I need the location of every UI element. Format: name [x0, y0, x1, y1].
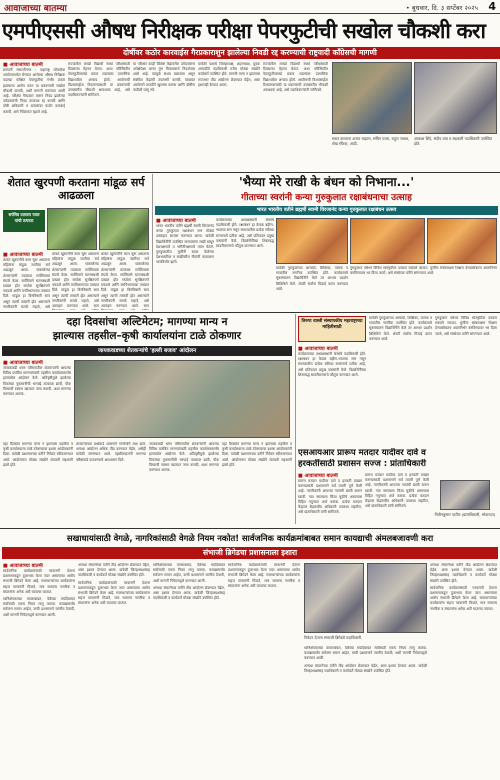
right-column-3 — [435, 316, 497, 446]
lead-headline: एमपीएससी औषध निरीक्षक परीक्षा पेपरफुटीची सखोल चौकशी करा — [2, 19, 486, 43]
bottom-story-text-3: अन्यथा संघटनेच्या वतीने तीव्र आंदोलन छेडण्यात येईल, असा इशारा देण्यात आला. यावेळी जिल्हाध्यक्षांसह पदाधिकारी व कार्यकर्ते मोठ्या संख्येने उपस्थित होते. — [78, 563, 150, 578]
bottom-story-column-2 — [78, 563, 150, 777]
snake-story-headline-text: शेतात खुरपणी करताना मांडूळ सर्प आढळला — [7, 176, 145, 202]
lead-column-5 — [263, 62, 328, 170]
voter-list-column-1 — [298, 473, 362, 525]
ultimatum-column-3 — [76, 442, 146, 522]
bottom-story-headline: सखाधायांसाठी वेगळे, नागरिकांसाठी वेगळे नियम नकोत! सार्वजनिक कार्यक्रमांबाबत समान कायद्याची अंमलबजावणी करा — [66, 533, 434, 543]
bottom-story-text-10: अन्यथा संघटनेच्या वतीने तीव्र आंदोलन छेडण्यात येईल, असा इशारा देण्यात आला. यावेळी जिल्हाध्यक्षांसह पदाधिकारी व कार्यकर्ते मोठ्या संख्येने उपस्थित होते. — [430, 563, 497, 583]
rakhi-story-headline: 'भैय्या मेरे राखी के बंधन को निभाना...' — [238, 175, 415, 189]
snake-story-photo-1 — [47, 208, 97, 250]
divider — [0, 312, 500, 313]
lead-byline: ■ आवाजाच्या बातमी — [3, 62, 43, 68]
masthead — [0, 0, 500, 14]
page-number: 4 — [488, 0, 496, 13]
bottom-story-column-3 — [153, 563, 225, 777]
bottom-story-column-6 — [430, 563, 497, 777]
divider — [152, 174, 153, 312]
lead-column-3 — [133, 62, 195, 170]
ultimatum-text-1: जायकवाडी धरण परिसरातील शेतकऱ्यांनी आपल्या विविध प्रलंबित मागण्यांसाठी तहसील कार्यालयासमोर हल्लाबोल आंदोलन केले. अतिवृष्टीमुळे झालेल्या पिकांच्या नुकसानीची भरपाई तात्काळ द्यावी, पीक विम्याची रक्कम खात्यात जमा करावी, अशा मागण्या करण्यात आल्या. — [3, 366, 71, 397]
ultimatum-text-3: शेतकऱ्यांच्या प्रश्नांकडे शासनाने गांभीर्याने लक्ष द्यावे, अन्यथा आंदोलन अधिक तीव्र करण्यात येईल, असेही यावेळी सांगण्यात आले. तहसीलदारांनी मागण्या वरिष्ठांकडे पाठवण्याचे आश्वासन दिले. — [76, 442, 146, 462]
rakhi-story-photo-3 — [427, 218, 497, 264]
ultimatum-headline-line-2: झाल्यास तहसील–कृषी कार्यालयांना टाळे ठोकणार — [52, 330, 242, 342]
bottom-story-text-7: सार्वजनिक कार्यक्रमांसाठी परवानगी देताना प्रशासनाकडून दुजाभाव केला जात असल्याचा आरोप संभाजी ब्रिगेडने केला आहे. सत्ताधाऱ्यांच्या कार्यक्रमांना सहज परवानगी मिळते, मात्र सामान्य नागरिक व संघटनांना अनेक अटी घातल्या जातात. — [228, 563, 300, 588]
bottom-story-text-1: सार्वजनिक कार्यक्रमांसाठी परवानगी देताना प्रशासनाकडून दुजाभाव केला जात असल्याचा आरोप संभाजी ब्रिगेडने केला आहे. सत्ताधाऱ्यांच्या कार्यक्रमांना सहज परवानगी मिळते, मात्र सामान्य नागरिक व संघटनांना अनेक अटी घातल्या जातात. — [3, 569, 75, 594]
newspaper-brand: आवाजाच्या बातम्या — [4, 4, 67, 14]
ultimatum-text-5: दहा दिवसांत मागण्या मान्य न झाल्यास तहसील व कृषी कार्यालयाला टाळे ठोकण्याचा इशारा आंदोलकांनी दिला. यावेळी प्रशासनाच्या वतीने निवेदन स्वीकारण्यात आले. आंदोलनात मोठ्या संख्येने शेतकरी सहभागी झाले होते. — [222, 442, 292, 467]
lead-text-3: या परीक्षेत काही विशिष्ट केंद्रांवरील उमेदवारांना अपेक्षेपेक्षा जास्त गुण मिळाल्याचे निदर्शनास आले आहे. त्यामुळे संशय बळावला असून संबंधित केंद्रांची तपासणी करावी. याबाबत आयोगाने तातडीने खुलासा करावा आणि दोषींना पाठीशी घालू नये. — [133, 62, 195, 93]
lead-column-4 — [198, 62, 260, 170]
voter-list-text-2: प्रारूप मतदार यादीवर दावे व हरकती दाखल करण्यासाठी प्रशासनाने सर्व तयारी पूर्ण केली आहे. नागरिकांनी आपल्या नावांची खात्री करून घ्यावी. नाव नसल्यास किंवा चुकीचे असल्यास विहित नमुन्यात अर्ज करावा. प्रत्येक मतदान केंद्रावर केंद्रस्तरीय अधिकारी उपलब्ध राहतील, असे प्रांताधिकारी यांनी सांगितले. — [365, 473, 429, 509]
ultimatum-banner: जायकवाडच्या शेतकऱ्यांचे 'हल्ली बजाव' आंदोलन — [2, 346, 292, 356]
lead-photo-1-caption: सादर करताना अजय चव्हाण, सचिन पवार, राहुल जाधव, शेख रफिक, आदी. — [332, 136, 410, 146]
snake-story-photo-2 — [99, 208, 149, 250]
bottom-story-text-6: अन्यथा संघटनेच्या वतीने तीव्र आंदोलन छेडण्यात येईल, असा इशारा देण्यात आला. यावेळी जिल्हाध्यक्षांसह पदाधिकारी व कार्यकर्ते मोठ्या संख्येने उपस्थित होते. — [153, 585, 225, 601]
rakhi-story-byline: ■ आवाजाच्या बातमी — [156, 218, 196, 224]
right-column-2 — [369, 316, 432, 446]
rakhi-story-photo-1 — [276, 218, 348, 264]
right-text-2: यावेळी गुरुकुलाच्या आचार्या, शिक्षिका, पालक व गावातील नागरिक उपस्थित होते. कार्यक्रमाचे सूत्रसंचालन विद्यार्थिनीने केले तर आभार प्रदर्शन शिक्षिकेने केले. शेवटी सर्वांना मिठाई वाटप करण्यात आले. — [369, 316, 432, 341]
bottom-story-column-4 — [228, 563, 300, 777]
right-text-3: गुरुकुलात वर्षभर विविध सांस्कृतिक उपक्रम राबवले जातात. मुलींना संस्कारक्षम शिक्षण देण्यासोबतच आत्मनिर्भर बनविण्यावर भर दिला जातो, असे संस्थेच्या वतीने सांगण्यात आले. — [435, 316, 497, 336]
bottom-story-text-9: अन्यथा संघटनेच्या वतीने तीव्र आंदोलन छेडण्यात येईल, असा इशारा देण्यात आला. यावेळी जिल्हाध्यक्षांसह पदाधिकारी व कार्यकर्ते मोठ्या संख्येने उपस्थित होते. — [304, 663, 427, 673]
lead-photo-2 — [414, 62, 497, 134]
ultimatum-headline-line-1: दहा दिवसांचा अल्टिमेटम; मागण्या मान्य न — [66, 316, 228, 328]
lead-text-1: छत्रपती संभाजीनगर : महाराष्ट्र लोकसेवा आयोगामार्फत घेण्यात आलेल्या औषध निरीक्षक पदाच्या परीक्षेत पेपरफुटीचा गंभीर प्रकार झाल्याचा आरोप करत या प्रकरणाची सखोल चौकशी करावी, अशी मागणी करण्यात आली आहे. परीक्षेत गैरप्रकार करून निवड झालेल्या उमेदवारांची निवड तात्काळ रद्द करावी आणि दोषी अधिकारी व दलालांवर कठोर कारवाई करावी, असे निवेदनात म्हटले आहे. — [3, 68, 65, 114]
bottom-story-column-1 — [3, 563, 75, 777]
voter-list-headline-line-2: हरकतींसाठी प्रशासन सज्ज : प्रांताधिकारी — [298, 459, 427, 469]
divider — [0, 528, 500, 529]
issue-date: • बुधवार, दि. ३ सप्टेंबर २०२५ — [405, 4, 478, 12]
lead-photo-2-caption: आकाश शिंदे, संदीप वाघ व सहकारी पदाधिकारी उपस्थित होते. — [414, 136, 492, 146]
rakhi-story-text-4: गुरुकुलात वर्षभर विविध सांस्कृतिक उपक्रम राबवले जातात. मुलींना संस्कारक्षम शिक्षण देण्यासोबतच आत्मनिर्भर बनविण्यावर भर दिला जातो, असे संस्थेच्या वतीने सांगण्यात आले. — [350, 266, 497, 276]
lead-photo-1 — [332, 62, 412, 134]
bottom-story-column-5 — [304, 646, 427, 777]
snake-story-text-3: शेतात खुरपणीचे काम सुरू असताना महिलांना मांडूळ जातीचा सर्प आढळून आला. घाबरलेल्या शेतकऱ्यांनी तात्काळ सर्पमित्राला संपर्क केला. सर्पमित्राने घटनास्थळी दाखल होत सर्पाला सुरक्षितपणे पकडले आणि वनविभागाच्या ताब्यात दिले. मांडूळ हा बिनविषारी साप असून त्याची तस्करी होत असल्याने नागरिकांनी सतर्क राहावे, असे आवाहन करण्यात आले. साप — [101, 252, 149, 309]
ultimatum-text-2: दहा दिवसांत मागण्या मान्य न झाल्यास तहसील व कृषी कार्यालयाला टाळे ठोकण्याचा इशारा आंदोलकांनी दिला. यावेळी प्रशासनाच्या वतीने निवेदन स्वीकारण्यात आले. आंदोलनात मोठ्या संख्येने शेतकरी सहभागी झाले होते. — [3, 442, 73, 467]
rakhi-story-column-2 — [216, 218, 274, 310]
ultimatum-column-4 — [149, 442, 219, 522]
rakhi-story-subheadline: गीताच्या स्वरांनी कन्या गुरुकुलात रक्षाबंधनाचा उत्साह — [241, 193, 412, 203]
right-text-1: कार्यक्रमाच्या अध्यक्षस्थानी संस्थेचे पदाधिकारी होते. रक्षाबंधन हा केवळ बहीण-भावाचा सण नसून समाजातील प्रत्येक स्त्रीच्या सन्मानाचे प्रतीक आहे, असे प्रतिपादन प्रमुख वक्त्यांनी केले. विद्यार्थिनींच्या शिस्तबद्ध सादरीकरणाचे कौतुक करण्यात आले. — [298, 352, 366, 377]
snake-story-text-2: शेतात खुरपणीचे काम सुरू असताना महिलांना मांडूळ जातीचा सर्प आढळून आला. घाबरलेल्या शेतकऱ्यांनी तात्काळ सर्पमित्राला संपर्क केला. सर्पमित्राने घटनास्थळी दाखल होत सर्पाला सुरक्षितपणे पकडले आणि वनविभागाच्या ताब्यात दिले. मांडूळ हा बिनविषारी साप असून त्याची तस्करी होत असल्याने नागरिकांनी सतर्क राहावे, असे आवाहन करण्यात आले. साप — [52, 252, 99, 309]
bottom-story-text-5: ध्वनिक्षेपकाच्या वापराबाबत, वेळेच्या मर्यादेबाबत सर्वांसाठी एकच नियम लागू करावा. कायद्यासमोर सर्वजण समान आहेत, याची प्रशासनाने जाणीव ठेवावी, अशी मागणी निवेदनाद्वारे करण्यात आली. — [153, 563, 225, 583]
ultimatum-text-4: जायकवाडी धरण परिसरातील शेतकऱ्यांनी आपल्या विविध प्रलंबित मागण्यांसाठी तहसील कार्यालयासमोर हल्लाबोल आंदोलन केले. अतिवृष्टीमुळे झालेल्या पिकांच्या नुकसानीची भरपाई तात्काळ द्यावी, पीक विम्याची रक्कम खात्यात जमा करावी, अशा मागण्या करण्यात आल्या. — [149, 442, 219, 473]
lead-column-2 — [68, 62, 130, 170]
snake-story-column-1 — [3, 252, 50, 310]
divider — [0, 172, 500, 173]
right-byline: ■ आवाजाच्या बातमी — [298, 346, 338, 352]
rakhi-story-text-3: यावेळी गुरुकुलाच्या आचार्या, शिक्षिका, पालक व गावातील नागरिक उपस्थित होते. कार्यक्रमाचे सूत्रसंचालन विद्यार्थिनीने केले तर आभार प्रदर्शन शिक्षिकेने केले. शेवटी सर्वांना मिठाई वाटप करण्यात आले. — [276, 266, 348, 291]
ultimatum-column-2 — [3, 442, 73, 522]
rakhi-story-banner: भारत भारतीय वतीने ब्रह्मर्षी स्वामी विरजानंद कन्या गुरुकुलात रक्षाबंधन उत्सव — [155, 206, 498, 215]
bottom-story-text-8: ध्वनिक्षेपकाच्या वापराबाबत, वेळेच्या मर्यादेबाबत सर्वांसाठी एकच नियम लागू करावा. कायद्यासमोर सर्वजण समान आहेत, याची प्रशासनाने जाणीव ठेवावी, अशी मागणी निवेदनाद्वारे करण्यात आली. — [304, 646, 427, 661]
official-portrait-caption: नितीनकुमार पाटील (प्रांताधिकारी, भोकरदन) — [434, 512, 496, 517]
rakhi-story-column-1 — [156, 218, 214, 310]
official-portrait-photo — [440, 480, 490, 510]
rakhi-story-photo-2 — [350, 218, 425, 264]
ultimatum-photo — [74, 360, 290, 438]
divider — [295, 314, 296, 524]
bottom-story-text-11: सार्वजनिक कार्यक्रमांसाठी परवानगी देताना प्रशासनाकडून दुजाभाव केला जात असल्याचा आरोप संभाजी ब्रिगेडने केला आहे. सत्ताधाऱ्यांच्या कार्यक्रमांना सहज परवानगी मिळते, मात्र सामान्य नागरिक व संघटनांना अनेक अटी घातल्या जातात. — [430, 585, 497, 611]
ultimatum-column-5 — [222, 442, 292, 522]
voter-list-byline: ■ आवाजाच्या बातमी — [298, 473, 338, 479]
rakhi-story-text-2: कार्यक्रमाच्या अध्यक्षस्थानी संस्थेचे पदाधिकारी होते. रक्षाबंधन हा केवळ बहीण-भावाचा सण नसून समाजातील प्रत्येक स्त्रीच्या सन्मानाचे प्रतीक आहे, असे प्रतिपादन प्रमुख वक्त्यांनी केले. विद्यार्थिनींच्या शिस्तबद्ध सादरीकरणाचे कौतुक करण्यात आले. — [216, 218, 274, 249]
bottom-story-text-2: ध्वनिक्षेपकाच्या वापराबाबत, वेळेच्या मर्यादेबाबत सर्वांसाठी एकच नियम लागू करावा. कायद्यासमोर सर्वजण समान आहेत, याची प्रशासनाने जाणीव ठेवावी, अशी मागणी निवेदनाद्वारे करण्यात आली. — [3, 597, 75, 617]
snake-story-column-3 — [101, 252, 149, 310]
bottom-story-banner: संभाजी ब्रिगेडचा प्रशासनाला इशारा — [2, 547, 498, 559]
ultimatum-byline: ■ आवाजाच्या बातमी — [3, 360, 43, 366]
snake-story-tag: सर्पमित्र दत्तात्रय पवार यांची तत्परता — [3, 210, 45, 232]
voter-list-text-1: प्रारूप मतदार यादीवर दावे व हरकती दाखल करण्यासाठी प्रशासनाने सर्व तयारी पूर्ण केली आहे. नागरिकांनी आपल्या नावांची खात्री करून घ्यावी. नाव नसल्यास किंवा चुकीचे असल्यास विहित नमुन्यात अर्ज करावा. प्रत्येक मतदान केंद्रावर केंद्रस्तरीय अधिकारी उपलब्ध राहतील, असे प्रांताधिकारी यांनी सांगितले. — [298, 479, 362, 515]
snake-story-headline — [2, 176, 150, 202]
snake-story-text-1: शेतात खुरपणीचे काम सुरू असताना महिलांना मांडूळ जातीचा सर्प आढळून आला. घाबरलेल्या शेतकऱ्यांनी तात्काळ सर्पमित्राला संपर्क केला. सर्पमित्राने घटनास्थळी दाखल होत सर्पाला सुरक्षितपणे पकडले आणि वनविभागाच्या ताब्यात दिले. मांडूळ हा बिनविषारी साप असून त्याची तस्करी होत असल्याने नागरिकांनी सतर्क राहावे, असे — [3, 258, 50, 309]
lead-text-5: राज्यातील लाखो विद्यार्थी स्पर्धा परीक्षांसाठी दिवसरात्र मेहनत घेतात. अशा परिस्थितीत पेपरफुटीसारखे प्रकार घडल्यास प्रामाणिक विद्यार्थ्यांवर अन्याय होतो. आयोगाची विश्वासार्हता टिकवण्यासाठी या प्रकरणाची उच्चस्तरीय चौकशी आवश्यक आहे, असे पदाधिकाऱ्यांनी सांगितले. — [263, 62, 328, 93]
voter-list-column-2 — [365, 473, 429, 525]
bottom-story-photo-1 — [304, 563, 364, 633]
lead-column-1 — [3, 62, 65, 170]
snake-story-byline: ■ आवाजाच्या बातमी — [3, 252, 43, 258]
snake-story-column-2 — [52, 252, 99, 310]
info-box: तिरुपा वास्ती संस्थापकीय महाराष्ट्राच्या माहितीसाठी — [298, 316, 366, 342]
rakhi-story-text-1: भारत भारतीय वतीने ब्रह्मर्षी स्वामी विरजानंद कन्या गुरुकुलात रक्षाबंधन सण मोठ्या उत्साहात साजरा करण्यात आला. यावेळी विद्यार्थिनींनी उपस्थित मान्यवरांना राखी बांधून देशरक्षणाचे व भगिनीरक्षणाचे वचन घेतले. गुरुकुलातील मुलींनी सादर केलेल्या देशभक्तीपर व राखीवरील गीतांनी वातावरण भावविभोर झाले. — [156, 224, 214, 265]
bottom-story-byline: ■ आवाजाच्या बातमी — [3, 563, 43, 569]
lead-text-2: राज्यातील लाखो विद्यार्थी स्पर्धा परीक्षांसाठी दिवसरात्र मेहनत घेतात. अशा परिस्थितीत पेपरफुटीसारखे प्रकार घडल्यास प्रामाणिक विद्यार्थ्यांवर अन्याय होतो. आयोगाची विश्वासार्हता टिकवण्यासाठी या प्रकरणाची उच्चस्तरीय चौकशी आवश्यक आहे, असे पदाधिकाऱ्यांनी सांगितले. — [68, 62, 130, 98]
bottom-story-photo-2 — [367, 563, 427, 633]
ultimatum-column-1 — [3, 360, 71, 440]
bottom-story-text-4: सार्वजनिक कार्यक्रमांसाठी परवानगी देताना प्रशासनाकडून दुजाभाव केला जात असल्याचा आरोप संभाजी ब्रिगेडने केला आहे. सत्ताधाऱ्यांच्या कार्यक्रमांना सहज परवानगी मिळते, मात्र सामान्य नागरिक व संघटनांना अनेक अटी घातल्या जातात. — [78, 580, 150, 606]
voter-list-headline-line-1: एसआयआर प्रारूप मतदार यादीवर दावे व — [298, 448, 426, 458]
lead-text-4: यावेळी पक्षाचे जिल्हाध्यक्ष, शहराध्यक्ष, युवक आघाडीचे पदाधिकारी तसेच मोठ्या संख्येने कार्यकर्ते उपस्थित होते. मागणी मान्य न झाल्यास राज्यभर तीव्र आंदोलन छेडण्यात येईल, असा इशाराही देण्यात आला. — [198, 62, 260, 87]
rakhi-story-column-4 — [350, 266, 497, 310]
rakhi-story-column-3 — [276, 266, 348, 310]
right-column-1 — [298, 346, 366, 446]
bottom-story-photo-caption: निवेदन देताना संभाजी ब्रिगेडचे पदाधिकारी. — [304, 635, 363, 640]
lead-subheadline-banner: दोषींवर कठोर कारवाईस गैरप्रकाराशुन झालेल्या निवडी रद्द करण्याची राष्ट्रवादी काँग्रेसची मागणी — [0, 47, 500, 59]
